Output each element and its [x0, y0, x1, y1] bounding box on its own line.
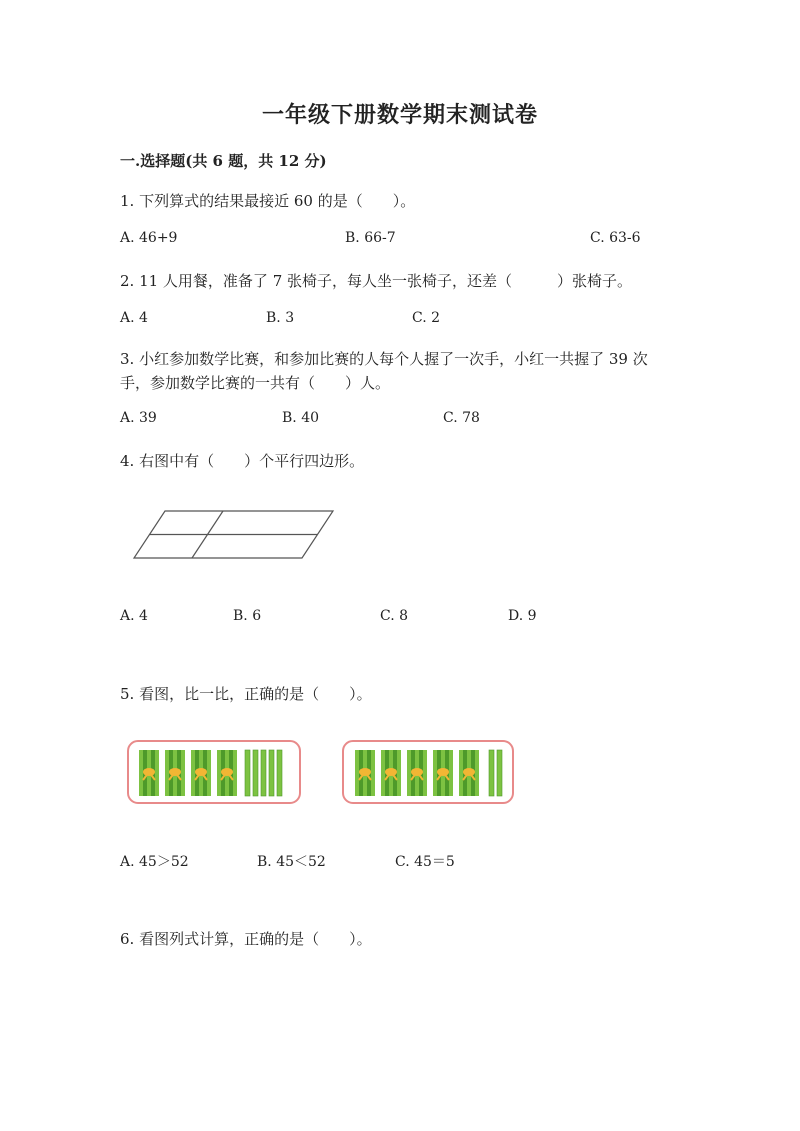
q3-option-c[interactable]: C. 78	[443, 410, 480, 426]
q2-option-a[interactable]: A. 4	[120, 310, 148, 326]
q2-option-c[interactable]: C. 2	[412, 310, 441, 326]
bundle-stick	[371, 750, 375, 796]
stick-bundle	[355, 750, 375, 796]
bundle-stick	[139, 750, 143, 796]
bundle-stick	[233, 750, 237, 796]
q1-option-c[interactable]: C. 63-6	[590, 230, 641, 246]
bundle-stick	[155, 750, 159, 796]
bundle-stick	[355, 750, 359, 796]
stick-bundle	[381, 750, 401, 796]
single-stick	[253, 750, 258, 796]
stick-bundle	[217, 750, 237, 796]
parallelogram-figure	[130, 505, 340, 565]
bundle-stick	[217, 750, 221, 796]
single-stick	[261, 750, 266, 796]
bundle-stick	[381, 750, 385, 796]
question-2: 2. 11 人用餐，准备了 7 张椅子，每人坐一张椅子，还差（ ）张椅子。	[120, 272, 633, 290]
q4-option-b[interactable]: B. 6	[233, 608, 262, 624]
stick-bundle	[191, 750, 211, 796]
sticks-comparison-figure	[125, 738, 517, 808]
q3-option-b[interactable]: B. 40	[282, 410, 320, 426]
bundle-stick	[423, 750, 427, 796]
bundle-stick	[475, 750, 479, 796]
single-stick	[277, 750, 282, 796]
q5-option-b[interactable]: B. 45＜52	[257, 854, 326, 870]
section-heading: 一.选择题(共 6 题，共 12 分)	[120, 152, 327, 170]
bundle-stick	[459, 750, 463, 796]
q3-option-a[interactable]: A. 39	[120, 410, 157, 426]
bundle-stick	[191, 750, 195, 796]
q5-option-a[interactable]: A. 45＞52	[120, 854, 189, 870]
question-5: 5. 看图，比一比，正确的是（ ）。	[120, 685, 372, 703]
bundle-stick	[207, 750, 211, 796]
bundle-stick	[181, 750, 185, 796]
bundle-stick	[165, 750, 169, 796]
bundle-stick	[397, 750, 401, 796]
bundle-stick	[449, 750, 453, 796]
bundle-stick	[433, 750, 437, 796]
q4-option-d[interactable]: D. 9	[508, 608, 537, 624]
stick-bundle	[139, 750, 159, 796]
q4-option-a[interactable]: A. 4	[120, 608, 148, 624]
question-3-line-1: 3. 小红参加数学比赛，和参加比赛的人每个人握了一次手，小红一共握了 39 次	[120, 350, 648, 368]
q4-option-c[interactable]: C. 8	[380, 608, 409, 624]
q5-option-c[interactable]: C. 45＝5	[395, 854, 455, 870]
stick-bundle	[165, 750, 185, 796]
question-6: 6. 看图列式计算，正确的是（ ）。	[120, 930, 372, 948]
page-title: 一年级下册数学期末测试卷	[261, 102, 538, 128]
single-stick	[245, 750, 250, 796]
bundle-stick	[407, 750, 411, 796]
stick-bundle	[433, 750, 453, 796]
question-4: 4. 右图中有（ ）个平行四边形。	[120, 452, 365, 470]
question-1: 1. 下列算式的结果最接近 60 的是（ ）。	[120, 192, 416, 210]
question-3-line-2: 手，参加数学比赛的一共有（ ）人。	[120, 374, 391, 392]
single-stick	[497, 750, 502, 796]
q1-option-b[interactable]: B. 66-7	[345, 230, 396, 246]
stick-bundle	[459, 750, 479, 796]
single-stick	[489, 750, 494, 796]
q1-option-a[interactable]: A. 46+9	[120, 230, 178, 246]
single-stick	[269, 750, 274, 796]
q2-option-b[interactable]: B. 3	[266, 310, 295, 326]
stick-bundle	[407, 750, 427, 796]
